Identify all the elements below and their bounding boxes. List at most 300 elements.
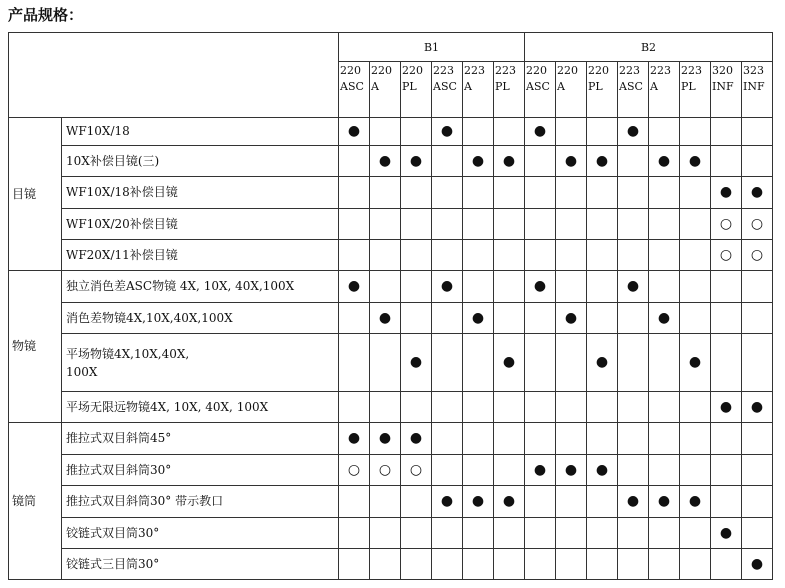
mark-cell [680,118,711,146]
mark-cell [370,392,401,423]
mark-cell [556,423,587,455]
mark-cell [587,455,618,486]
mark-cell [556,549,587,580]
filled-circle-icon: ● [502,493,516,509]
filled-circle-icon: ● [719,184,733,200]
mark-cell [463,303,494,334]
mark-cell [370,209,401,240]
mark-cell [742,334,773,392]
mark-cell [401,146,432,177]
mark-cell [494,209,525,240]
filled-circle-icon: ● [347,278,361,294]
mark-cell [339,118,370,146]
mark-cell [649,240,680,271]
header-corner [9,33,339,118]
mark-cell [742,392,773,423]
table-row [9,177,773,209]
mark-cell [463,392,494,423]
mark-cell [556,455,587,486]
filled-circle-icon: ● [750,184,764,200]
mark-cell [401,271,432,303]
mark-cell [339,455,370,486]
filled-circle-icon: ● [595,461,609,478]
mark-cell [339,518,370,549]
mark-cell [432,486,463,518]
mark-cell [587,209,618,240]
mark-cell [711,455,742,486]
mark-cell [494,549,525,580]
model-line2: PL [588,80,603,93]
mark-cell [525,303,556,334]
mark-cell [618,334,649,392]
filled-circle-icon: ● [719,524,733,541]
filled-circle-icon: ● [595,152,609,169]
mark-cell [339,303,370,334]
filled-circle-icon: ● [409,430,423,446]
mark-cell [401,549,432,580]
mark-cell [649,423,680,455]
mark-cell [556,240,587,271]
mark-cell [494,303,525,334]
mark-cell [370,240,401,271]
item-name: 10X补偿目镜(三) [62,146,339,177]
mark-cell [339,271,370,303]
table-row [9,146,773,177]
filled-circle-icon: ● [750,398,764,415]
mark-cell [494,271,525,303]
mark-cell [401,209,432,240]
mark-cell [401,423,432,455]
model-line1: 223 [650,64,671,77]
mark-cell [525,240,556,271]
mark-cell [556,271,587,303]
mark-cell [556,392,587,423]
table-row [9,240,773,271]
page-title: 产品规格： [8,6,84,24]
mark-cell [463,271,494,303]
mark-cell [618,177,649,209]
filled-circle-icon: ● [719,398,733,415]
table-row [9,518,773,549]
model-line2: PL [681,80,696,93]
mark-cell [494,455,525,486]
filled-circle-icon: ● [564,461,578,478]
mark-cell [742,271,773,303]
mark-cell [525,334,556,392]
filled-circle-icon: ● [688,354,702,370]
filled-circle-icon: ● [657,152,671,169]
mark-cell [432,423,463,455]
mark-cell [432,177,463,209]
mark-cell [432,271,463,303]
open-circle-icon: ○ [750,215,764,232]
table-row [9,303,773,334]
mark-cell [463,209,494,240]
mark-cell [587,303,618,334]
mark-cell [680,271,711,303]
mark-cell [401,118,432,146]
mark-cell [649,118,680,146]
mark-cell [649,486,680,518]
mark-cell [401,334,432,392]
mark-cell [401,455,432,486]
spec-table [8,32,773,580]
mark-cell [649,455,680,486]
model-line1: 220 [526,64,547,77]
mark-cell [339,146,370,177]
open-circle-icon: ○ [378,461,392,478]
model-header [680,62,711,118]
item-name: 独立消色差ASC物镜 4X, 10X, 40X,100X [62,271,339,303]
mark-cell [401,392,432,423]
mark-cell [370,549,401,580]
mark-cell [649,334,680,392]
mark-cell [370,303,401,334]
mark-cell [463,146,494,177]
mark-cell [370,334,401,392]
model-header [525,62,556,118]
table-row [9,486,773,518]
filled-circle-icon: ● [564,309,578,326]
model-header [556,62,587,118]
mark-cell [680,423,711,455]
mark-cell [525,146,556,177]
category-cell: 目镜 [9,118,62,271]
mark-cell [401,518,432,549]
filled-circle-icon: ● [657,493,671,509]
mark-cell [711,303,742,334]
mark-cell [680,177,711,209]
item-name: 平场无限远物镜4X, 10X, 40X, 100X [62,392,339,423]
model-line1: 220 [588,64,609,77]
filled-circle-icon: ● [502,354,516,370]
mark-cell [711,549,742,580]
mark-cell [432,303,463,334]
model-line1: 223 [433,64,454,77]
mark-cell [432,146,463,177]
filled-circle-icon: ● [471,152,485,169]
mark-cell [711,334,742,392]
mark-cell [742,209,773,240]
filled-circle-icon: ● [626,123,640,139]
mark-cell [587,518,618,549]
item-name: WF10X/18补偿目镜 [62,177,339,209]
item-name: 平场物镜4X,10X,40X, 100X [62,334,339,392]
model-line2: A [557,80,565,93]
table-row [9,334,773,392]
filled-circle-icon: ● [440,493,454,509]
model-line1: 320 [712,64,733,77]
table-row [9,392,773,423]
filled-circle-icon: ● [533,278,547,294]
mark-cell [432,240,463,271]
item-name: 消色差物镜4X,10X,40X,100X [62,303,339,334]
mark-cell [618,455,649,486]
mark-cell [680,303,711,334]
table-row [9,549,773,580]
mark-cell [618,209,649,240]
mark-cell [339,177,370,209]
mark-cell [494,392,525,423]
mark-cell [432,118,463,146]
mark-cell [463,518,494,549]
model-header [711,62,742,118]
filled-circle-icon: ● [533,123,547,139]
filled-circle-icon: ● [626,493,640,509]
model-line2: A [650,80,658,93]
filled-circle-icon: ● [502,152,516,169]
table-row [9,455,773,486]
model-line1: 220 [371,64,392,77]
mark-cell [742,518,773,549]
mark-cell [370,455,401,486]
mark-cell [463,455,494,486]
mark-cell [680,334,711,392]
filled-circle-icon: ● [471,493,485,509]
mark-cell [401,486,432,518]
mark-cell [680,209,711,240]
mark-cell [649,209,680,240]
mark-cell [463,118,494,146]
mark-cell [370,423,401,455]
mark-cell [711,271,742,303]
model-line1: 220 [557,64,578,77]
mark-cell [587,423,618,455]
mark-cell [742,118,773,146]
mark-cell [556,209,587,240]
mark-cell [525,455,556,486]
mark-cell [401,240,432,271]
mark-cell [370,271,401,303]
filled-circle-icon: ● [440,123,454,139]
mark-cell [711,392,742,423]
mark-cell [370,146,401,177]
model-line1: 223 [464,64,485,77]
mark-cell [556,118,587,146]
filled-circle-icon: ● [595,354,609,370]
mark-cell [463,240,494,271]
model-line1: 220 [402,64,423,77]
item-name: 铰链式三目筒30° [62,549,339,580]
table-row [9,118,773,146]
mark-cell [525,423,556,455]
mark-cell [711,177,742,209]
item-name: 铰链式双目筒30° [62,518,339,549]
category-cell: 物镜 [9,271,62,423]
item-name: 推拉式双目斜筒45° [62,423,339,455]
model-header [463,62,494,118]
mark-cell [525,518,556,549]
model-line1: 223 [619,64,640,77]
item-name: WF20X/11补偿目镜 [62,240,339,271]
open-circle-icon: ○ [347,461,361,478]
open-circle-icon: ○ [409,461,423,478]
group-header: B2 [525,33,773,62]
mark-cell [618,118,649,146]
mark-cell [680,549,711,580]
mark-cell [742,177,773,209]
mark-cell [649,518,680,549]
item-name: WF10X/20补偿目镜 [62,209,339,240]
mark-cell [587,486,618,518]
model-line2: ASC [340,80,364,93]
mark-cell [618,146,649,177]
item-name: 推拉式双目斜筒30° [62,455,339,486]
mark-cell [401,177,432,209]
mark-cell [680,146,711,177]
mark-cell [432,209,463,240]
model-line2: INF [743,80,765,93]
mark-cell [525,549,556,580]
mark-cell [711,146,742,177]
mark-cell [339,423,370,455]
model-line1: 223 [681,64,702,77]
mark-cell [711,209,742,240]
model-line2: INF [712,80,734,93]
mark-cell [742,423,773,455]
open-circle-icon: ○ [750,246,764,263]
mark-cell [649,177,680,209]
mark-cell [556,518,587,549]
mark-cell [494,486,525,518]
mark-cell [525,486,556,518]
filled-circle-icon: ● [626,278,640,294]
table-row [9,423,773,455]
mark-cell [339,209,370,240]
model-header [587,62,618,118]
mark-cell [463,486,494,518]
mark-cell [587,392,618,423]
model-line1: 220 [340,64,361,77]
model-line2: A [464,80,472,93]
model-header [401,62,432,118]
mark-cell [556,177,587,209]
mark-cell [370,177,401,209]
mark-cell [463,334,494,392]
model-header [649,62,680,118]
mark-cell [432,334,463,392]
filled-circle-icon: ● [347,430,361,446]
mark-cell [339,392,370,423]
model-header [432,62,463,118]
model-header [618,62,649,118]
mark-cell [711,486,742,518]
mark-cell [494,518,525,549]
mark-cell [525,392,556,423]
mark-cell [556,146,587,177]
mark-cell [649,392,680,423]
mark-cell [432,549,463,580]
mark-cell [432,455,463,486]
category-cell: 镜筒 [9,423,62,580]
mark-cell [680,486,711,518]
mark-cell [587,334,618,392]
mark-cell [525,118,556,146]
mark-cell [618,392,649,423]
mark-cell [711,240,742,271]
mark-cell [742,240,773,271]
filled-circle-icon: ● [378,430,392,446]
mark-cell [587,240,618,271]
filled-circle-icon: ● [347,123,361,139]
mark-cell [649,549,680,580]
mark-cell [742,549,773,580]
filled-circle-icon: ● [378,152,392,169]
model-line2: PL [402,80,417,93]
filled-circle-icon: ● [688,493,702,509]
mark-cell [401,303,432,334]
mark-cell [432,392,463,423]
mark-cell [556,486,587,518]
item-name: 推拉式双目斜筒30° 带示教口 [62,486,339,518]
mark-cell [618,240,649,271]
filled-circle-icon: ● [378,309,392,326]
mark-cell [587,146,618,177]
filled-circle-icon: ● [688,152,702,169]
filled-circle-icon: ● [409,152,423,169]
filled-circle-icon: ● [409,354,423,370]
mark-cell [680,240,711,271]
mark-cell [370,486,401,518]
filled-circle-icon: ● [440,278,454,294]
mark-cell [742,303,773,334]
table-row [9,209,773,240]
mark-cell [525,271,556,303]
mark-cell [680,455,711,486]
item-name: WF10X/18 [62,118,339,146]
model-line2: ASC [526,80,550,93]
mark-cell [587,271,618,303]
mark-cell [370,118,401,146]
mark-cell [587,177,618,209]
mark-cell [463,423,494,455]
mark-cell [587,118,618,146]
mark-cell [494,423,525,455]
mark-cell [711,518,742,549]
mark-cell [432,518,463,549]
mark-cell [649,146,680,177]
mark-cell [339,486,370,518]
model-line2: ASC [619,80,643,93]
model-header [494,62,525,118]
open-circle-icon: ○ [719,215,733,232]
mark-cell [339,334,370,392]
mark-cell [742,486,773,518]
mark-cell [618,271,649,303]
mark-cell [494,240,525,271]
mark-cell [618,549,649,580]
filled-circle-icon: ● [657,309,671,326]
filled-circle-icon: ● [471,309,485,326]
mark-cell [742,455,773,486]
mark-cell [742,146,773,177]
filled-circle-icon: ● [750,555,764,572]
mark-cell [494,177,525,209]
mark-cell [618,486,649,518]
mark-cell [680,518,711,549]
mark-cell [494,118,525,146]
mark-cell [649,271,680,303]
mark-cell [587,549,618,580]
model-header [370,62,401,118]
model-header [742,62,773,118]
model-line2: PL [495,80,510,93]
open-circle-icon: ○ [719,246,733,263]
mark-cell [463,177,494,209]
mark-cell [618,423,649,455]
mark-cell [680,392,711,423]
mark-cell [711,423,742,455]
